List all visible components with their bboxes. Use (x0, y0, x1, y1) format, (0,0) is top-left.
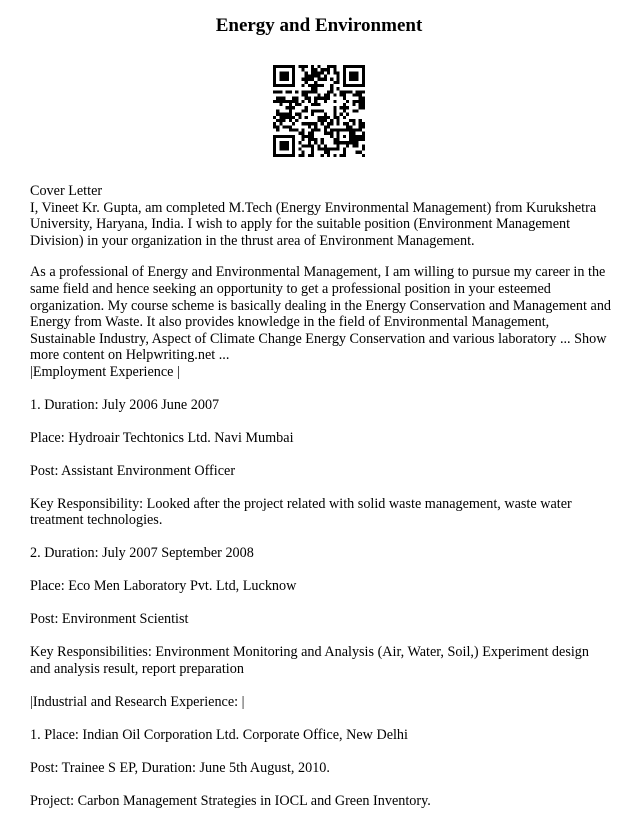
job1-place: Place: Hydroair Techtonics Ltd. Navi Mumbai (30, 429, 294, 446)
job2-duration: 2. Duration: July 2007 September 2008 (30, 545, 254, 562)
document-body (30, 183, 612, 810)
employment-heading: |Employment Experience | (30, 363, 180, 380)
intro-paragraph: I, Vineet Kr. Gupta, am completed M.Tech (Energy Environmental Management) from Kurukshetra University, Haryana, India. I wish to apply for the suitable position (Environment Management Division) in your organization in the thrust area of Environment Management. (30, 199, 597, 249)
page-title: Energy and Environment (215, 15, 423, 36)
industrial1-place: 1. Place: Indian Oil Corporation Ltd. Corporate Office, New Delhi (30, 726, 408, 743)
industrial1-post: Post: Trainee S EP, Duration: June 5th August, 2010. (30, 759, 330, 776)
job1-responsibility: Key Responsibility: Looked after the project related with solid waste management, waste water treatment technologies. (30, 495, 572, 529)
qr-code-icon (273, 65, 365, 157)
job2-post: Post: Environment Scientist (30, 611, 189, 628)
job1-duration: 1. Duration: July 2006 June 2007 (30, 396, 220, 413)
qr-code (273, 65, 365, 157)
industrial1-project: Project: Carbon Management Strategies in IOCL and Green Inventory. (30, 792, 431, 809)
job2-place: Place: Eco Men Laboratory Pvt. Ltd, Lucknow (30, 578, 297, 595)
industrial-heading: |Industrial and Research Experience: | (30, 693, 245, 710)
job2-responsibility: Key Responsibilities: Environment Monitoring and Analysis (Air, Water, Soil,) Experiment design and analysis result, report preparation (30, 644, 589, 677)
cover-letter-heading: Cover Letter (30, 183, 103, 199)
professional-paragraph: As a professional of Energy and Environmental Management, I am willing to pursue my career in the same field and hence seeking an opportunity to get a professional position in your esteemed organization. My course scheme is basically dealing in the Energy Conservation and Management and Energy from Waste. It also provides knowledge in the field of Environmental Management, Sustainable Industry, Aspect of Climate Change Energy Conservation and various laboratory ... Show more content on Helpwriting.net ... (30, 264, 612, 364)
job1-post: Post: Assistant Environment Officer (30, 462, 236, 479)
